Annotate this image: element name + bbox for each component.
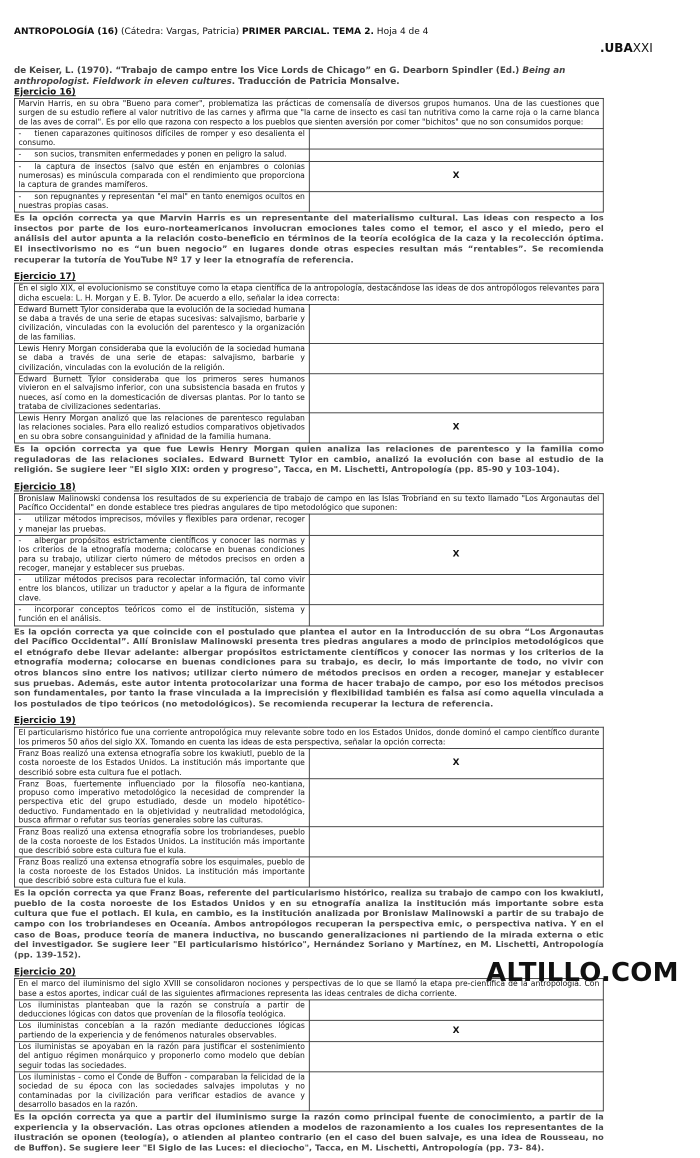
exercise-table	[14, 978, 604, 1111]
option-text: Franz Boas realizó una extensa etnografía sobre los esquimales, pueblo de la costa noroeste de los Estados Unidos. La institución más importante que describió sobre esta cultura fue el kula.	[14, 857, 308, 887]
exam-name: PRIMER PARCIAL. TEMA 2.	[241, 27, 374, 37]
option-row	[14, 575, 603, 605]
option-row	[14, 749, 603, 779]
answer-mark	[309, 1072, 603, 1111]
option-row	[14, 779, 603, 827]
answer-mark	[309, 857, 603, 887]
option-row	[14, 129, 603, 150]
exercise-table	[14, 283, 604, 444]
option-row	[14, 161, 603, 191]
option-text: - tienen caparazones quitinosos difíciles de romper y eso desalienta el consumo.	[14, 129, 308, 150]
option-bullet: -	[18, 536, 22, 546]
answer-mark	[309, 191, 603, 212]
answer-mark	[309, 129, 603, 150]
option-text: Lewis Henry Morgan consideraba que la evolución de la sociedad humana se daba a través de una serie de etapas: salvajismo, barbarie y civilización, vinculadas con la evolución de la religión.	[14, 344, 308, 374]
answer-mark: X	[309, 413, 603, 443]
course-name: ANTROPOLOGÍA (16)	[14, 27, 119, 37]
option-row	[14, 1072, 603, 1111]
option-text: - albergar propósitos estrictamente científicos y conocer las normas y los criterios de la etnografía moderna; colocarse en buenas condiciones para su trabajo, utilizar cierto número de métodos precisos en orden a recoger, manejar y establecer sus pruebas.	[14, 535, 308, 574]
question-stem: En el siglo XIX, el evolucionismo se constituye como la etapa científica de la antropología, destacándose las ideas de dos antropólogos relevantes para dicha escuela: L. H. Morgan y E. B. Tylor. De acuerdo a ello, señalar la idea correcta:	[14, 283, 603, 304]
answer-explanation: Es la opción correcta ya que a partir del iluminismo surge la razón como principal fuente de conocimiento, a partir de la experiencia y la observación. Las otras opciones atienden a modelos de razonamiento a los cuales los representantes de la ilustración se oponen (teología), o atienden al planteo contrario (en el caso del buen salvaje, es una idea de Rousseau, no de Buffon). Se sugiere leer "El Siglo de las Luces: el dieciocho", Tacca, en M. Lischetti, Antropología (pp. 73- 84).	[14, 1112, 604, 1154]
option-row	[14, 149, 603, 161]
exercise-title: Ejercicio 17)	[14, 272, 76, 283]
answer-mark	[309, 605, 603, 626]
exercise-title: Ejercicio 16)	[14, 87, 76, 98]
answer-mark	[309, 575, 603, 605]
question-stem: Bronislaw Malinowski condensa los resultados de su experiencia de trabajo de campo en las Islas Trobriand en su texto llamado "Los Argonautas del Pacífico Occidental" en donde establece tres piedras angulares de tipo metodológico que suponen:	[14, 493, 603, 514]
option-row	[14, 304, 603, 343]
exercise-table	[14, 98, 604, 213]
answer-mark: X	[309, 535, 603, 574]
option-bullet: -	[18, 192, 22, 202]
exam-header	[14, 27, 428, 37]
answer-mark: X	[309, 749, 603, 779]
answer-mark	[309, 1042, 603, 1072]
exercise-table	[14, 493, 604, 626]
page-counter: Hoja 4 de 4	[376, 27, 429, 37]
answer-mark	[309, 1000, 603, 1021]
option-bullet: -	[18, 129, 22, 139]
option-text: Franz Boas realizó una extensa etnografía sobre los kwakiutl, pueblo de la costa noroeste de los Estados Unidos. La institución más importante que describió sobre esta cultura fue el potlach.	[14, 749, 308, 779]
question-stem: En el marco del iluminismo del siglo XVIII se consolidaron nociones y perspectivas de lo que se llamó la etapa pre-científica de la antropología. Con base a estos aportes, indicar cuál de las siguientes afirmaciones representa las ideas centrales de dicha corriente.	[14, 979, 603, 1000]
ubaxxi-logo: .UBAXXI	[600, 41, 653, 55]
option-text: - la captura de insectos (salvo que estén en enjambres o colonias numerosas) es minúscula comparada con el rendimiento que proporciona la captura de grandes mamíferos.	[14, 161, 308, 191]
option-row	[14, 827, 603, 857]
answer-mark	[309, 304, 603, 343]
option-bullet: -	[18, 162, 22, 172]
exercise-title: Ejercicio 20)	[14, 967, 76, 978]
option-row	[14, 1042, 603, 1072]
answer-mark	[309, 149, 603, 161]
option-text: Los iluministas planteaban que la razón se construía a partir de deducciones lógicas con datos que provenían de la filosofía teológica.	[14, 1000, 308, 1021]
option-row	[14, 1021, 603, 1042]
answer-explanation: Es la opción correcta ya que Marvin Harris es un representante del materialismo cultural. Las ideas con respecto a los insectos por parte de los euro-norteamericanos involucran emociones tales como el temor, el asco y el miedo, pero el análisis del autor apunta a la relación costo-beneficio en términos de la teoría ecológica de la caza y la recolección óptima. El insectivorismo no es “un buen negocio” en lugares donde otras especies resultan más “rentables”. Se recomienda recuperar la tutoría de YouTube Nº 17 y leer la etnografía de referencia.	[14, 213, 604, 265]
exercise-table	[14, 727, 604, 888]
option-bullet: -	[18, 515, 22, 525]
option-text: - utilizar métodos precisos para recolectar información, tal como vivir entre los blancos, utilizar un traductor y apelar a la figura de informante clave.	[14, 575, 308, 605]
question-stem: El particularismo histórico fue una corriente antropológica muy relevante sobre todo en los Estados Unidos, donde dominó el campo científico durante los primeros 50 años del siglo XX. Tomando en cuenta las ideas de esta perspectiva, señalar la opción correcta:	[14, 728, 603, 749]
option-bullet: -	[18, 575, 22, 585]
option-text: Lewis Henry Morgan analizó que las relaciones de parentesco regulaban las relaciones sociales. Para ello realizó estudios comparativos objetivados en su obra sobre consanguinidad y afinidad de la familia humana.	[14, 413, 308, 443]
option-text: Edward Burnett Tylor consideraba que los primeros seres humanos vivieron en el salvajismo inferior, con una subsistencia basada en frutos y nueces, así como en la domesticación de diversas plantas. Por lo tanto se trataba de civilizaciones sedentarias.	[14, 374, 308, 413]
option-bullet: -	[18, 150, 22, 160]
option-bullet: -	[18, 606, 22, 615]
answer-explanation: Es la opción correcta ya que Franz Boas, referente del particularismo histórico, realiza su trabajo de campo con los kwakiutl, pueblo de la costa noroeste de los Estados Unidos y en su etnografía analiza la institución más importante sobre esta cultura que fue el potlach. El kula, en cambio, es la institución analizada por Bronislaw Malinowski a partir de su trabajo de campo con los trobriandeses en Oceanía. Ambos antropólogos recuperan la perspectiva emic, o perspectiva nativa. Y en el caso de Boas, produce teoría de manera inductiva, no buscando generalizaciones ni partiendo de la mirada externa o etic del investigador. Se sugiere leer "El particularismo histórico", Hernández Soriano y Martínez, en M. Lischetti, Antropología (pp. 139-152).	[14, 888, 604, 961]
option-text: Franz Boas, fuertemente influenciado por la filosofía neo-kantiana, propuso como imperativo metodológico la necesidad de comprender la perspectiva etic del grupo estudiado, desde un modelo hipotético-deductivo. Fundamentado en la objetividad y neutralidad metodológica, busca afirmar o refutar sus teorías generales sobre las culturas.	[14, 779, 308, 827]
answer-mark	[309, 374, 603, 413]
option-text: - son sucios, transmiten enfermedades y ponen en peligro la salud.	[14, 149, 308, 161]
exercise-title: Ejercicio 19)	[14, 716, 76, 727]
option-row	[14, 191, 603, 212]
question-stem: Marvin Harris, en su obra "Bueno para comer", problematiza las prácticas de comensalía de diversos grupos humanos. Una de las cuestiones que surgen de su estudio refiere al valor nutritivo de las carnes y afirma que "la carne de insecto es casi tan nutritiva como la carne roja o la carne blanca de las aves de corral". Es por ello que razona con respecto a los pueblos que sienten aversión por comer "bichitos" que no son consumidos porque:	[14, 98, 603, 128]
answer-explanation: Es la opción correcta ya que fue Lewis Henry Morgan quien analiza las relaciones de parentesco y la familia como reguladoras de las relaciones sociales. Edward Burnett Tylor en cambio, analizó la evolución con base al estudio de la religión. Se sugiere leer "El siglo XIX: orden y progreso", Tacca, en M. Lischetti, Antropología (pp. 85-90 y 103-104).	[14, 444, 604, 475]
option-text: Los iluministas concebían a la razón mediante deducciones lógicas partiendo de la experiencia y de fenómenos naturales observables.	[14, 1021, 308, 1042]
option-text: - son repugnantes y representan "el mal" en tanto enemigos ocultos en nuestras propias casas.	[14, 191, 308, 212]
answer-mark	[309, 514, 603, 535]
option-text: Los iluministas - como el Conde de Buffon - comparaban la felicidad de la sociedad de su época con las sociedades salvajes impolutas y no contaminadas por la civilización para verificar estadios de avance y desarrollo basados en la razón.	[14, 1072, 308, 1111]
answer-mark	[309, 344, 603, 374]
option-row	[14, 374, 603, 413]
option-text: Franz Boas realizó una extensa etnografía sobre los trobriandeses, pueblo de la costa noroeste de los Estados Unidos. La institución más importante que describió sobre esta cultura fue el kula.	[14, 827, 308, 857]
option-row	[14, 857, 603, 887]
answer-mark: X	[309, 161, 603, 191]
altillo-watermark: ALTILLO.COM	[486, 958, 679, 988]
option-row	[14, 1000, 603, 1021]
option-text: Edward Burnett Tylor consideraba que la evolución de la sociedad humana se daba a través de una serie de etapas sucesivas: salvajismo, barbarie y civilización, vinculadas con la evolución del parentesco y la organización de las familias.	[14, 304, 308, 343]
answer-explanation: Es la opción correcta ya que coincide con el postulado que plantea el autor en la Introducción de su obra “Los Argonautas del Pacífico Occidental”. Allí Bronislaw Malinowski presenta tres piedras angulares a modo de principios metodológicos que el etnógrafo debe llevar adelante: albergar propósitos estrictamente científicos y conocer las normas y los criterios de la etnografía moderna; colocarse en buenas condiciones para su trabajo, es decir, lo más importante de todo, no vivir con otros blancos sino entre los nativos; utilizar cierto número de métodos precisos en orden a recoger, manejar y establecer sus pruebas. Además, este autor intenta protocolarizar una forma de hacer trabajo de campo, por eso los métodos precisos son fundamentales, por tanto la frase vinculada a la imprecisión y flexibilidad también es falsa así como aquella vinculada a los postulados de tipo teóricos (no metodológicos). Se recomienda recuperar la lectura de referencia.	[14, 626, 604, 709]
option-row	[14, 605, 603, 626]
answer-mark	[309, 827, 603, 857]
document-body	[14, 66, 604, 1154]
answer-mark	[309, 779, 603, 827]
option-text: Los iluministas se apoyaban en la razón para justificar el sostenimiento del antiguo régimen monárquico y proponerlo como modelo que debían seguir todas las sociedades.	[14, 1042, 308, 1072]
option-row	[14, 344, 603, 374]
option-row	[14, 514, 603, 535]
reference-continuation: de Keiser, L. (1970). “Trabajo de campo entre los Vice Lords de Chicago” en G. Dearborn Spindler (Ed.) Being an anthropologist. Fieldwork in eleven cultures. Traducción de Patricia Monsalve.	[14, 66, 566, 86]
option-text: - incorporar conceptos teóricos como el de institución, sistema y función en el análisis.	[14, 605, 308, 626]
option-row	[14, 413, 603, 443]
answer-mark: X	[309, 1021, 603, 1042]
chair-name: (Cátedra: Vargas, Patricia)	[121, 27, 240, 37]
exercise-title: Ejercicio 18)	[14, 482, 76, 493]
option-text: - utilizar métodos imprecisos, móviles y flexibles para ordenar, recoger y manejar las pruebas.	[14, 514, 308, 535]
option-row	[14, 535, 603, 574]
